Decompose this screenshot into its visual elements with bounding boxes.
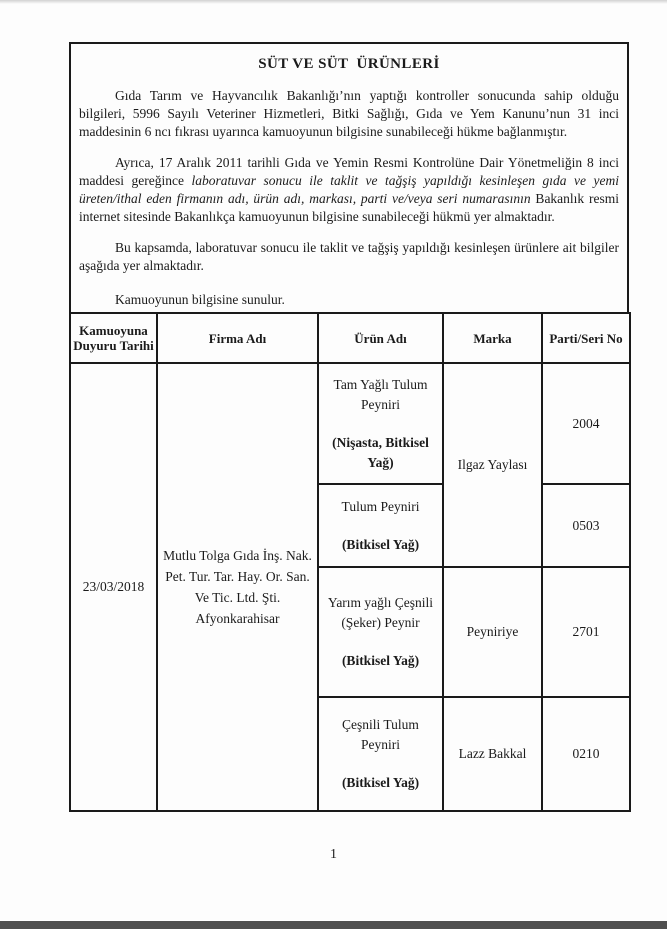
paragraph-first xyxy=(79,87,619,141)
document-frame xyxy=(69,42,629,812)
product-cell xyxy=(318,484,443,567)
company-name-cell: Mutlu Tolga Gıda İnş. Nak. Pet. Tur. Tar. Hay. Or. San. Ve Tic. Ltd. Şti. Afyonkarahisar xyxy=(157,363,318,811)
column-header-brand: Marka xyxy=(443,313,542,363)
product-name: Çeşnili Tulum Peyniri xyxy=(342,717,419,752)
batch-number-cell: 2004 xyxy=(542,363,630,484)
product-name: Tulum Peyniri xyxy=(341,498,420,514)
product-cell xyxy=(318,363,443,484)
bottom-edge-bar xyxy=(0,921,667,929)
adulterant-note: (Bitkisel Yağ) xyxy=(341,653,420,668)
adulterant-note: (Nişasta, Bitkisel Yağ) xyxy=(332,434,429,470)
column-header-announcement-date: Kamuoyuna Duyuru Tarihi xyxy=(70,313,157,363)
column-header-batch: Parti/Seri No xyxy=(542,313,630,363)
batch-number-cell: 0210 xyxy=(542,697,630,811)
announcement-date-cell: 23/03/2018 xyxy=(70,363,157,811)
page-number: 1 xyxy=(330,847,337,862)
product-name: Tam Yağlı Tulum Peyniri xyxy=(333,376,428,412)
adulterated-products-table xyxy=(69,312,631,812)
paragraph-third xyxy=(79,239,619,275)
brand-cell: Lazz Bakkal xyxy=(443,697,542,811)
top-edge-bar xyxy=(0,0,667,4)
paragraph-second-italic: laboratuvar sonucu ile taklit ve tağşiş yapıldığı kesinleşen gıda ve yemi üreten/ithal eden firmanın adı, ürün adı, markası, parti ve/veya seri numarasının xyxy=(79,173,620,206)
table-row xyxy=(70,363,630,484)
paragraph-second-start: Ayrıca, 17 Aralık 2011 tarihli Gıda ve Yemin Resmi Kontrolüne Dair Yönetmeliğin 8 inci maddesi gereğince xyxy=(79,155,619,188)
adulterant-note: (Bitkisel Yağ) xyxy=(341,775,420,790)
adulterant-note: (Bitkisel Yağ) xyxy=(341,536,420,552)
product-cell xyxy=(318,567,443,697)
column-header-product: Ürün Adı xyxy=(318,313,443,363)
product-cell xyxy=(318,697,443,811)
paragraph-first-text: Gıda Tarım ve Hayvancılık Bakanlığı’nın yaptığı kontroller sonucunda sahip olduğu bilgileri, 5996 Sayılı Veteriner Hizmetleri, Bitki Sağlığı, Gıda ve Yem Kanunu’nun 31 inci maddesinin 6 ncı fıkrası uyarınca kamuoyunun bilgisine sunabileceği hükme bağlanmıştır. xyxy=(79,88,619,139)
paragraph-third-text: Bu kapsamda, laboratuvar sonucu ile taklit ve tağşiş yapıldığı kesinleşen ürünlere ait bilgiler aşağıda yer almaktadır. xyxy=(79,240,619,273)
table-header-row xyxy=(70,313,630,363)
column-header-company: Firma Adı xyxy=(157,313,318,363)
paragraph-second xyxy=(79,154,619,226)
paragraph-fourth xyxy=(79,291,619,309)
intro-panel xyxy=(69,42,629,312)
paragraph-second-end: Bakanlık resmi internet sitesinde Bakanlıkça kamuoyunun bilgisine sunabileceği hükmü yer almaktadır. xyxy=(79,191,619,224)
brand-cell: Peyniriye xyxy=(443,567,542,697)
batch-number-cell: 2701 xyxy=(542,567,630,697)
product-name: Yarım yağlı Çeşnili (Şeker) Peynir xyxy=(327,595,434,630)
paragraph-fourth-text: Kamuoyunun bilgisine sunulur. xyxy=(115,292,285,307)
brand-cell: Ilgaz Yaylası xyxy=(443,363,542,567)
page-title: SÜT VE SÜT ÜRÜNLERİ xyxy=(258,56,440,72)
batch-number-cell: 0503 xyxy=(542,484,630,567)
